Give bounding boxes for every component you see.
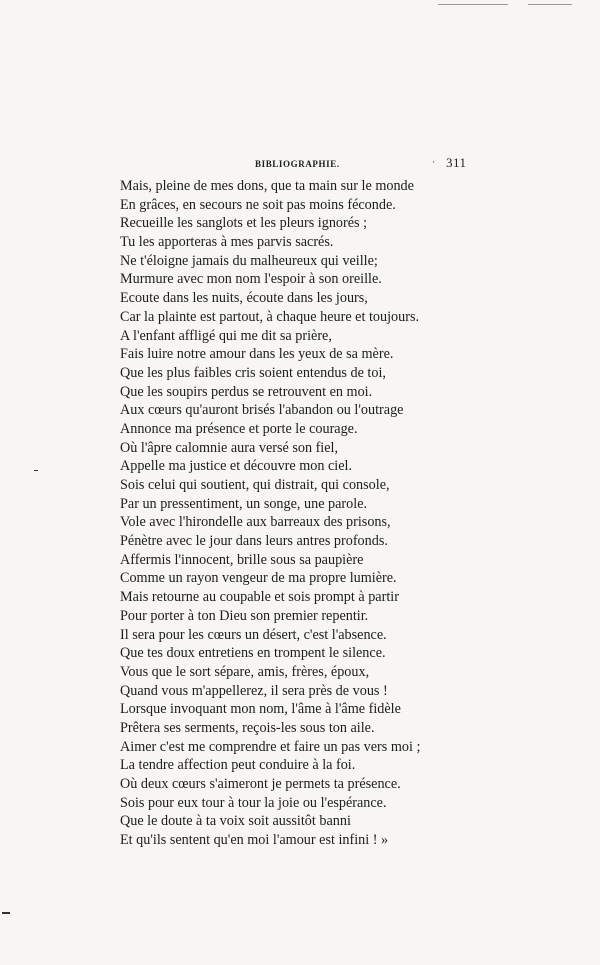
poem-line: Ne t'éloigne jamais du malheureux qui veille; — [120, 252, 378, 269]
poem-line: En grâces, en secours ne soit pas moins féconde. — [120, 196, 396, 213]
poem-line: Pour porter à ton Dieu son premier repentir. — [120, 607, 369, 624]
poem-line: Où l'âpre calomnie aura versé son fiel, — [120, 439, 339, 456]
poem-line: Comme un rayon vengeur de ma propre lumière. — [120, 570, 397, 587]
poem-line: Il sera pour les cœurs un désert, c'est l'absence. — [120, 626, 387, 643]
poem-line: A l'enfant affligé qui me dit sa prière, — [120, 327, 332, 344]
poem-line: Affermis l'innocent, brille sous sa paupière — [120, 551, 364, 568]
top-edge-rule — [528, 4, 572, 5]
poem-line: Ecoute dans les nuits, écoute dans les jours, — [120, 290, 368, 307]
poem-line: Que tes doux entretiens en trompent le silence. — [120, 645, 386, 662]
poem-line: Fais luire notre amour dans les yeux de sa mère. — [120, 346, 394, 363]
page-number: 311 — [446, 155, 467, 170]
running-head: BIBLIOGRAPHIE. — [255, 159, 340, 169]
page-header — [0, 155, 600, 175]
poem-line: Annonce ma présence et porte le courage. — [120, 420, 358, 437]
poem-line: Mais, pleine de mes dons, que ta main sur le monde — [120, 178, 414, 194]
poem-line: Que le doute à ta voix soit aussitôt banni — [120, 813, 351, 830]
top-edge-rule — [438, 4, 508, 5]
margin-speck — [2, 912, 10, 914]
poem-line: La tendre affection peut conduire à la foi. — [120, 757, 356, 774]
poem-line: Où deux cœurs s'aimeront je permets ta présence. — [120, 776, 401, 792]
poem-line: Mais retourne au coupable et sois prompt à partir — [120, 589, 399, 606]
poem-text — [120, 177, 520, 850]
poem-line: Pénètre avec le jour dans leurs antres profonds. — [120, 533, 388, 550]
poem-line: Aimer c'est me comprendre et faire un pas vers moi ; — [120, 738, 421, 755]
poem-line: Lorsque invoquant mon nom, l'âme à l'âme fidèle — [120, 701, 401, 718]
poem-line: Appelle ma justice et découvre mon ciel. — [120, 458, 353, 475]
poem-line: Car la plainte est partout, à chaque heure et toujours. — [120, 308, 420, 325]
poem-line: Par un pressentiment, un songe, une parole. — [120, 495, 368, 512]
poem-line: Quand vous m'appellerez, il sera près de vous ! — [120, 682, 388, 699]
poem-line: Aux cœurs qu'auront brisés l'abandon ou l'outrage — [120, 402, 404, 419]
poem-line: Et qu'ils sentent qu'en moi l'amour est infini ! » — [120, 832, 389, 849]
poem-line: Recueille les sanglots et les pleurs ignorés ; — [120, 215, 368, 232]
poem-line: Murmure avec mon nom l'espoir à son oreille. — [120, 271, 382, 288]
poem-line: Que les plus faibles cris soient entendus de toi, — [120, 364, 386, 381]
poem-line: Sois pour eux tour à tour la joie ou l'espérance. — [120, 794, 387, 811]
poem-line: Tu les apporteras à mes parvis sacrés. — [120, 234, 334, 251]
poem-line: Vole avec l'hirondelle aux barreaux des prisons, — [120, 514, 391, 531]
margin-speck — [34, 470, 38, 471]
poem-line: Vous que le sort sépare, amis, frères, époux, — [120, 663, 370, 680]
poem-line: Que les soupirs perdus se retrouvent en moi. — [120, 383, 373, 400]
poem-line: Prêtera ses serments, reçois-les sous ton aile. — [120, 719, 375, 736]
header-dot-mark: · — [432, 157, 435, 167]
poem-line: Sois celui qui soutient, qui distrait, qui console, — [120, 477, 390, 493]
